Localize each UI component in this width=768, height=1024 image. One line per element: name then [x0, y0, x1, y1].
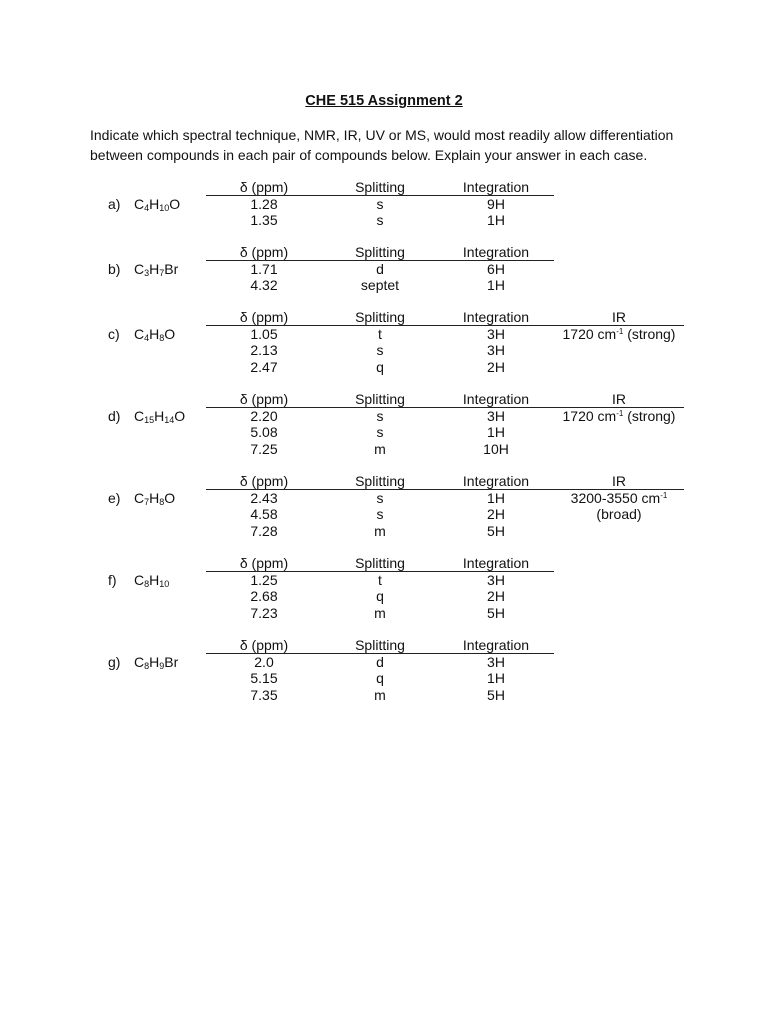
ir-value: 1720 $cm^{-1}$ (strong): [562, 325, 676, 342]
header-shift: δ (ppm): [239, 473, 289, 489]
instructions-line-2: between compounds in each pair of compounds below. Explain your answer in each case.: [90, 147, 648, 163]
shift-value: 7.23: [250, 604, 278, 621]
molecular-formula: $C_3H_7Br$: [134, 261, 179, 278]
header-ir: IR: [612, 473, 626, 489]
integration-value: 5H: [487, 522, 505, 539]
shift-value: 5.15: [250, 670, 278, 686]
shift-value: 1.25: [250, 571, 278, 588]
splitting-value: d: [376, 653, 384, 670]
splitting-value: m: [374, 440, 386, 457]
splitting-value: d: [376, 260, 384, 277]
molecular-formula: $C_{15}H_{14}O$: [134, 408, 186, 425]
header-splitting: Splitting: [355, 179, 405, 195]
shift-value: 1.05: [250, 325, 278, 342]
header-integration: Integration: [462, 391, 530, 407]
header-splitting: Splitting: [355, 473, 405, 489]
splitting-value: s: [376, 424, 384, 440]
splitting-value: q: [376, 670, 384, 686]
header-integration: Integration: [462, 309, 530, 325]
molecular-formula: $C_4H_8O$: [134, 326, 176, 343]
shift-value: 2.0: [254, 653, 274, 670]
integration-value: 1H: [487, 212, 505, 228]
shift-value: 5.08: [250, 424, 278, 440]
instructions: [90, 125, 710, 165]
molecular-formula: $C_8H_{10}$: [134, 572, 170, 589]
integration-value: 1H: [487, 670, 505, 686]
problem-label: d): [108, 408, 121, 424]
ir-value: 1720 $cm^{-1}$ (strong): [562, 407, 676, 424]
header-integration: Integration: [462, 244, 530, 260]
header-ir: IR: [612, 391, 626, 407]
splitting-value: t: [378, 571, 382, 588]
splitting-value: s: [376, 489, 384, 506]
header-shift: δ (ppm): [239, 244, 289, 260]
page-title: CHE 515 Assignment 2: [305, 93, 463, 109]
header-shift: δ (ppm): [239, 391, 289, 407]
splitting-value: q: [376, 358, 384, 375]
shift-value: 7.25: [250, 440, 278, 457]
integration-value: 5H: [487, 604, 505, 621]
shift-value: 1.35: [250, 212, 278, 228]
integration-value: 1H: [487, 489, 505, 506]
splitting-value: s: [376, 195, 384, 212]
splitting-value: m: [374, 522, 386, 539]
header-shift: δ (ppm): [239, 555, 289, 571]
shift-value: 4.32: [250, 277, 278, 293]
shift-value: 7.35: [250, 686, 278, 703]
shift-value: 2.47: [250, 358, 278, 375]
splitting-value: septet: [360, 277, 400, 293]
ir-value: 3200-3550 $cm^{-1}$: [570, 489, 668, 506]
header-integration: Integration: [462, 637, 530, 653]
header-shift: δ (ppm): [239, 637, 289, 653]
header-shift: δ (ppm): [239, 309, 289, 325]
splitting-value: m: [374, 686, 386, 703]
integration-value: 3H: [487, 325, 505, 342]
integration-value: 3H: [487, 571, 505, 588]
integration-value: 1H: [487, 277, 505, 293]
integration-value: 3H: [487, 342, 505, 358]
integration-value: 1H: [487, 424, 505, 440]
header-splitting: Splitting: [355, 309, 405, 325]
integration-value: 2H: [487, 506, 505, 522]
splitting-value: m: [374, 604, 386, 621]
problem-label: g): [108, 654, 121, 670]
header-ir: IR: [612, 309, 626, 325]
integration-value: 2H: [487, 358, 505, 375]
header-integration: Integration: [462, 555, 530, 571]
header-splitting: Splitting: [355, 555, 405, 571]
splitting-value: s: [376, 407, 384, 424]
molecular-formula: $C_7H_8O$: [134, 490, 176, 507]
header-integration: Integration: [462, 179, 530, 195]
splitting-value: s: [376, 506, 384, 522]
splitting-value: s: [376, 342, 384, 358]
shift-value: 2.43: [250, 489, 278, 506]
instructions-line-1: Indicate which spectral technique, NMR, IR, UV or MS, would most readily allow differentiation: [90, 127, 674, 143]
problem-label: f): [108, 572, 117, 588]
integration-value: 3H: [487, 407, 505, 424]
shift-value: 2.20: [250, 407, 278, 424]
shift-value: 7.28: [250, 522, 278, 539]
problem-label: b): [108, 261, 121, 277]
splitting-value: t: [378, 325, 382, 342]
header-splitting: Splitting: [355, 637, 405, 653]
shift-value: 4.58: [250, 506, 278, 522]
molecular-formula: $C_8H_9Br$: [134, 654, 179, 671]
shift-value: 1.28: [250, 195, 278, 212]
molecular-formula: $C_4H_{10}O$: [134, 196, 181, 213]
shift-value: 2.13: [250, 342, 278, 358]
splitting-value: s: [376, 212, 384, 228]
problem-label: c): [108, 326, 120, 342]
problem-label: e): [108, 490, 121, 506]
problem-label: a): [108, 196, 121, 212]
integration-value: 2H: [487, 588, 505, 604]
header-shift: δ (ppm): [239, 179, 289, 195]
integration-value: 9H: [487, 195, 505, 212]
integration-value: 6H: [487, 260, 505, 277]
integration-value: 5H: [487, 686, 505, 703]
integration-value: 10H: [483, 440, 509, 457]
shift-value: 2.68: [250, 588, 278, 604]
header-splitting: Splitting: [355, 391, 405, 407]
splitting-value: q: [376, 588, 384, 604]
shift-value: 1.71: [250, 260, 278, 277]
header-integration: Integration: [462, 473, 530, 489]
header-splitting: Splitting: [355, 244, 405, 260]
integration-value: 3H: [487, 653, 505, 670]
ir-value-note: (broad): [596, 506, 642, 522]
